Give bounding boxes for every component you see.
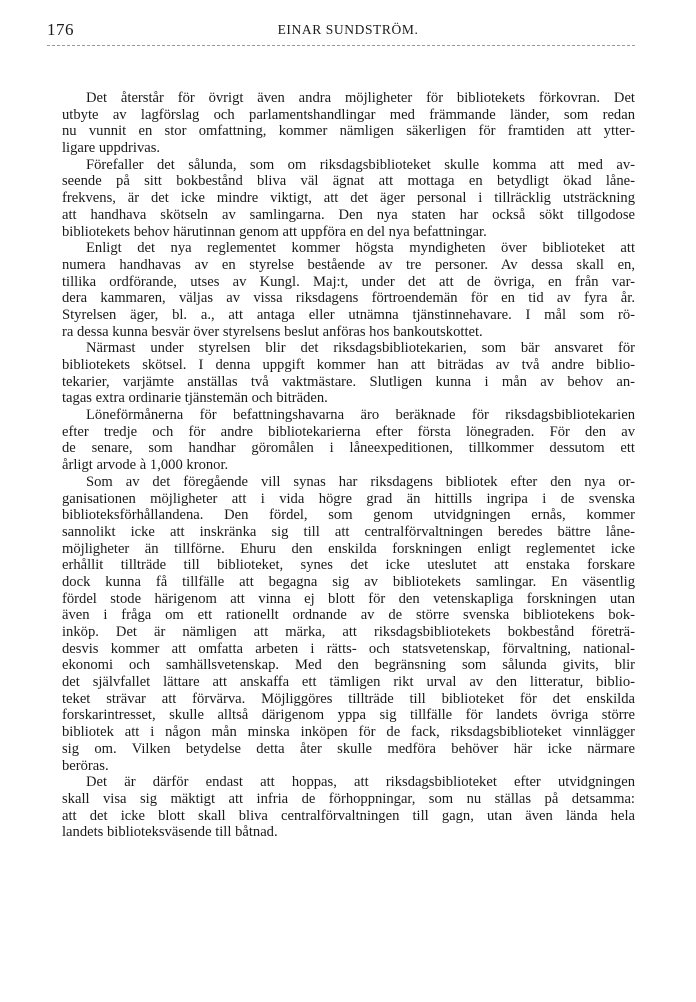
text-line: biblioteksförhållandena. Den fördel, som genom utvidgningen ernås, kommer bbox=[62, 507, 635, 524]
text-line: det självfallet lättare att anskaffa ett tämligen rikt urval av den litteratur, biblio- bbox=[62, 674, 635, 691]
paragraph bbox=[62, 340, 635, 407]
text-line: Löneförmånerna för befattningshavarna äro beräknade för riksdagsbibliotekarien bbox=[86, 407, 635, 424]
paragraph bbox=[62, 157, 635, 240]
text-line: efter tredje och för andre bibliotekarierna efter första lönegraden. För den av bbox=[62, 423, 635, 440]
text-line: fördel stode härigenom att vinna ej blott för den vetenskapliga forskningen utan bbox=[62, 590, 635, 607]
paragraph bbox=[62, 90, 635, 157]
text-line: sig om. Vilken betydelse detta åter skulle medföra behöver här icke närmare bbox=[62, 740, 635, 757]
text-line: seende på sitt bokbestånd bliva väl ägnat att mottaga en betydligt ökad låne- bbox=[62, 173, 635, 190]
header-rule bbox=[47, 45, 635, 46]
text-line: Det är därför endast att hoppas, att riksdagsbiblioteket efter utvidgningen bbox=[86, 774, 635, 791]
paragraph bbox=[62, 407, 635, 474]
text-line: Närmast under styrelsen blir det riksdagsbibliotekarien, som bär ansvaret för bbox=[86, 340, 635, 357]
paragraph bbox=[62, 240, 635, 340]
paragraph bbox=[62, 774, 635, 841]
running-title: EINAR SUNDSTRÖM. bbox=[277, 22, 419, 37]
page-number: 176 bbox=[47, 20, 74, 39]
text-line: nu vunnit en stor omfattning, kommer nämligen säkerligen för framtiden att ytter- bbox=[62, 123, 635, 140]
text-line: Som av det föregående vill synas har riksdagens bibliotek efter den nya or- bbox=[86, 473, 635, 490]
text-line: Förefaller det sålunda, som om riksdagsbiblioteket skulle komma att med av- bbox=[86, 156, 635, 173]
text-line: skall visa sig mäktigt att infria de förhoppningar, som nu ställas på detsamma: bbox=[62, 790, 635, 807]
text-line: ligare uppdrivas. bbox=[62, 140, 161, 157]
text-line: Enligt det nya reglementet kommer högsta myndigheten över biblioteket att bbox=[86, 240, 635, 257]
text-line: Styrelsen äger, bl. a., att antaga eller utnämna tjänstinnehavare. I mål som rö- bbox=[62, 306, 635, 323]
text-line: att det icke blott skall bliva centralförvaltningen till gagn, utan även lända hela bbox=[62, 807, 635, 824]
text-line: ganisationen möjligheter att i vida högre grad än hittills ingripa i de svenska bbox=[62, 490, 635, 507]
text-line: utbyte av lagförslag och parlamentshandlingar med främmande länder, som redan bbox=[62, 106, 635, 123]
text-line: beröras. bbox=[62, 757, 109, 774]
text-line: frekvens, är det icke mindre viktigt, att det äger personal i tillräcklig utsträckning bbox=[62, 190, 635, 207]
text-line: bibliotekets skötsel. I denna uppgift kommer han att biträdas av två andre biblio- bbox=[62, 357, 635, 373]
text-line: forskarintresset, skulle alltså därigenom yppa sig tillfälle för landets övriga större bbox=[62, 707, 635, 724]
text-line: tillika ordförande, utses av Kungl. Maj:t, under det att de övriga, en från var- bbox=[62, 273, 635, 290]
text-line: inköp. Det är nämligen att märka, att riksdagsbibliotekets bokbestånd företrä- bbox=[62, 624, 635, 640]
text-line: att handhava skötseln av samlingarna. Den nya staten har också sökt tillgodose bbox=[62, 206, 635, 223]
text-line: tekarier, varjämte anställas två vaktmästare. Slutligen kunna i mån av behov an- bbox=[62, 373, 635, 390]
text-line: de senare, som handhar göromålen i låneexpeditionen, tillkommer dessutom ett bbox=[62, 440, 635, 457]
text-line: ekonomi och samhällsvetenskap. Med den begränsning som sålunda givits, blir bbox=[62, 657, 635, 674]
text-line: ra dessa kunna besvär över styrelsens beslut anföras hos bankoutskottet. bbox=[62, 323, 483, 340]
text-line: tagas extra ordinarie tjänstemän och biträden. bbox=[62, 390, 328, 407]
text-line: desvis kommer att omfatta arbeten i rätts- och statsvetenskap, förvaltning, national- bbox=[62, 640, 635, 657]
text-line: erhållit tillträde till biblioteket, synes det icke uteslutet att enstaka forskare bbox=[62, 557, 635, 574]
text-line: även i fråga om ett rationellt ordnande av de större svenska bibliotekens bok- bbox=[62, 607, 635, 624]
paragraph bbox=[62, 474, 635, 774]
text-line: bibliotek att i någon mån minska inköpen för de fack, riksdagsbiblioteket vinnlägger bbox=[62, 724, 635, 741]
text-line: teket strävar att förvärva. Möjliggöres tillträde till biblioteket för det enskilda bbox=[62, 690, 635, 707]
text-line: årligt arvode à 1,000 kronor. bbox=[62, 457, 229, 474]
text-line: numera handhavas av en styrelse bestående av tre personer. Av dessa skall en, bbox=[62, 256, 635, 273]
body-text bbox=[62, 90, 635, 841]
text-line: bibliotekets behov härutinnan genom att uppföra en del nya befattningar. bbox=[62, 223, 487, 240]
text-line: möjligheter än tillförne. Ehuru den enskilda forskningen enligt reglementet icke bbox=[62, 540, 635, 557]
text-line: dera kammaren, väljas av vissa riksdagens förtroendemän för en tid av fyra år. bbox=[62, 290, 635, 307]
text-line: sannolikt icke att inskränka sig till att centralförvaltningen beredes bättre låne- bbox=[62, 523, 635, 540]
text-line: landets biblioteksväsende till båtnad. bbox=[62, 824, 278, 841]
text-line: Det återstår för övrigt även andra möjligheter för bibliotekets förkovran. Det bbox=[86, 90, 635, 106]
text-line: dock kunna få tillfälle att begagna sig av bibliotekets samlingar. En väsentlig bbox=[62, 573, 635, 590]
